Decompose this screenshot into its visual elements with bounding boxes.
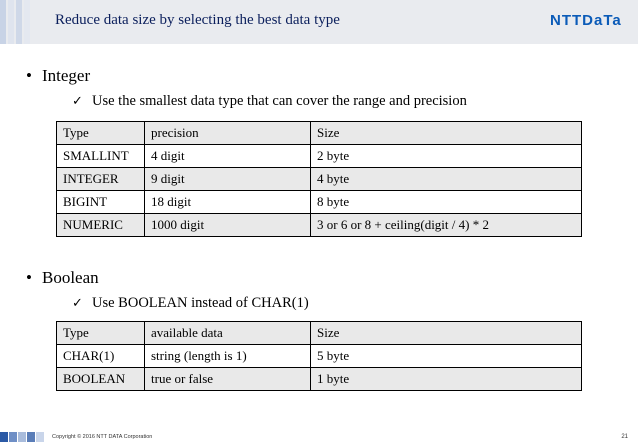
table-cell: true or false xyxy=(145,368,311,391)
table-header-row xyxy=(57,122,582,145)
table-row xyxy=(57,191,582,214)
bullet-icon: • xyxy=(26,66,32,85)
table-cell: BIGINT xyxy=(57,191,145,214)
table-cell: 4 byte xyxy=(311,168,582,191)
table-cell: 3 or 6 or 8 + ceiling(digit / 4) * 2 xyxy=(311,214,582,237)
page-title: Reduce data size by selecting the best data type xyxy=(55,12,340,28)
page-number: 21 xyxy=(621,434,628,440)
check-icon: ✓ xyxy=(72,94,83,109)
bullet-boolean xyxy=(26,268,99,288)
table-cell: 1 byte xyxy=(311,368,582,391)
header-decoration xyxy=(0,0,40,44)
table-cell: 9 digit xyxy=(145,168,311,191)
table-header-cell: Type xyxy=(57,322,145,345)
tip-boolean xyxy=(72,295,309,312)
table-row xyxy=(57,214,582,237)
tip-integer xyxy=(72,93,467,110)
boolean-type-table xyxy=(56,321,582,391)
table-header-cell: Type xyxy=(57,122,145,145)
table-row xyxy=(57,145,582,168)
bullet-integer xyxy=(26,66,90,86)
table-cell: 2 byte xyxy=(311,145,582,168)
ntt-data-logo: NTTDaTa xyxy=(550,12,622,29)
table-cell: 1000 digit xyxy=(145,214,311,237)
table-cell: 5 byte xyxy=(311,345,582,368)
table-header-cell: Size xyxy=(311,322,582,345)
table-row xyxy=(57,345,582,368)
copyright-text: Copyright © 2016 NTT DATA Corporation xyxy=(52,434,153,440)
table-cell: BOOLEAN xyxy=(57,368,145,391)
table-header-cell: precision xyxy=(145,122,311,145)
tip-text: Use the smallest data type that can cover the range and precision xyxy=(92,93,467,109)
table-cell: 8 byte xyxy=(311,191,582,214)
table-cell: INTEGER xyxy=(57,168,145,191)
table-cell: CHAR(1) xyxy=(57,345,145,368)
table-cell: NUMERIC xyxy=(57,214,145,237)
table-header-row xyxy=(57,322,582,345)
table-row xyxy=(57,368,582,391)
integer-type-table xyxy=(56,121,582,237)
bullet-icon: • xyxy=(26,268,32,287)
table-header-cell: available data xyxy=(145,322,311,345)
table-cell: 4 digit xyxy=(145,145,311,168)
table-row xyxy=(57,168,582,191)
section-heading: Boolean xyxy=(42,268,99,287)
table-header-cell: Size xyxy=(311,122,582,145)
check-icon: ✓ xyxy=(72,296,83,311)
section-heading: Integer xyxy=(42,66,91,85)
footer-decoration xyxy=(0,432,46,442)
table-cell: string (length is 1) xyxy=(145,345,311,368)
table-cell: 18 digit xyxy=(145,191,311,214)
table-cell: SMALLINT xyxy=(57,145,145,168)
tip-text: Use BOOLEAN instead of CHAR(1) xyxy=(92,295,309,311)
